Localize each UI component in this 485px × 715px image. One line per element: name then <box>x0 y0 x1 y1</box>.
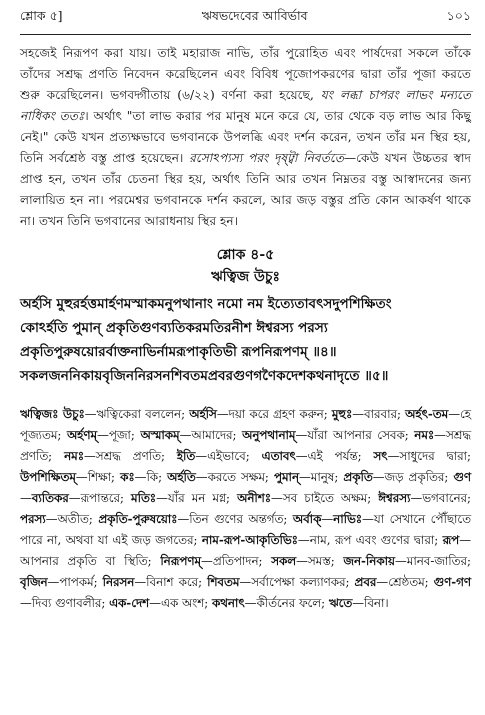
synonym-word: নমঃ <box>64 449 84 463</box>
synonym-word: এক-দেশ <box>109 596 150 610</box>
verse-line: অর্হসি মুহুরর্হত্তমার্হণমস্মাকমনুপথানাং নমো নম ইত্যেতাবৎসদুপশিক্ষিতং <box>20 296 392 312</box>
synonym-word: প্রকৃতি <box>343 470 373 484</box>
synonym-meaning: —দয়া করে গ্রহণ করুন <box>216 407 324 421</box>
synonym-meaning: —হে পূজ্যতম <box>20 407 471 442</box>
synonym-meaning: —প্রতিপাদন <box>201 554 259 568</box>
synonym-meaning: —আমাদের <box>179 428 233 442</box>
synonym-word: কঃ <box>120 470 135 484</box>
synonym-word: ব্যতিকর <box>31 491 69 505</box>
gita-quote: যং লব্ধা চাপরং লাভং মন্যতে নাধিকং ততঃ <box>20 88 471 123</box>
synonym-word: অনীশঃ <box>237 491 272 505</box>
synonym-meaning: — <box>321 512 334 526</box>
synonym-word: ইতি <box>176 449 196 463</box>
synonym-word: অর্হসি <box>189 407 217 421</box>
synonym-meaning: —যাঁরা আপনার সেবক <box>295 428 405 442</box>
synonym-meaning: —তিন গুণের অন্তর্গত <box>177 512 284 526</box>
synonym-meaning: —কি <box>134 470 159 484</box>
synonym-meaning: —বিনাশ করে <box>134 575 199 589</box>
synonym-meaning: —নাম, রূপ এবং গুণের দ্বারা <box>297 533 435 547</box>
synonym-meaning: —বারবার <box>352 407 397 421</box>
synonym-word: নাভিঃ <box>333 512 363 526</box>
synonym-meaning: —কীর্তনের ফলে <box>244 596 322 610</box>
synonym-meaning: — <box>20 491 32 505</box>
synonym-meaning: —ভগবানের <box>410 491 468 505</box>
synonym-meaning: —পূজা <box>97 428 131 442</box>
synonym-meaning: —সমস্ত <box>296 554 331 568</box>
header-rule <box>20 34 471 35</box>
synonym-meaning: —জড় প্রকৃতির <box>372 470 445 484</box>
synonym-meaning: —বিনা <box>352 596 385 610</box>
synonym-meaning: —মানব-জাতির <box>394 554 468 568</box>
synonym-meaning: —রূপান্তরে <box>68 491 120 505</box>
synonym-word: সকল <box>271 554 297 568</box>
synonym-meaning: —এই পর্যন্ত <box>295 449 358 463</box>
synonym-meaning: —দিব্য গুণাবলীর <box>20 596 102 610</box>
synonym-meaning: —করতে সক্ষম <box>195 470 265 484</box>
synonym-word: নমঃ <box>414 428 435 442</box>
synonym-word: ঋতে <box>328 596 353 610</box>
synonym-word: নিরূপণম্ <box>160 554 202 568</box>
running-header <box>20 8 471 30</box>
synonym-word: অস্মাকম্ <box>140 428 180 442</box>
verse-line: প্রকৃতিপুরুষয়োরর্বাক্তনাভির্নামরূপাকৃতিভী রূপনিরূপণম্ ॥৪॥ <box>20 344 337 360</box>
word-for-word-synonyms: ঋত্বিজঃ উচুঃ—ঋত্বিকেরা বললেন; অর্হসি—দয়া করে গ্রহণ করুন; মুহুঃ—বারবার; অর্হৎ-তম—হে পূজ্যতম; অর্হণম্—পূজা; অস্মাকম্—আমাদের; অনুপথানাম্—যাঁরা আপনার সেবক; নমঃ—সশ্রদ্ধ প্রণতি; নমঃ—সশ্রদ্ধ প্রণতি; ইতি—এইভাবে; এতাবৎ—এই পর্যন্ত; সৎ—সাধুদের দ্বারা; উপশিক্ষিতম্—শিক্ষা; কঃ—কি; অর্হতি—করতে সক্ষম; পুমান্—মানুষ; প্রকৃতি—জড় প্রকৃতির; গুণ—ব্যতিকর—রূপান্তরে; মতিঃ—যাঁর মন মগ্ন; অনীশঃ—সব চাইতে অক্ষম; ঈশ্বরস্য—ভগবানের; পরস্য—অতীত; প্রকৃতি-পুরুষয়োঃ—তিন গুণের অন্তর্গত; অর্বাক্—নাভিঃ—যা সেখানে পৌঁছাতে পারে না, অথবা যা এই জড় জগতের; নাম-রূপ-আকৃতিভিঃ—নাম, রূপ এবং গুণের দ্বারা; রূপ—আপনার প্রকৃতি বা স্থিতি; নিরূপণম্—প্রতিপাদন; সকল—সমস্ত; জন-নিকায়—মানব-জাতির; বৃজিন—পাপকর্ম; নিরসন—বিনাশ করে; শিবতম—সর্বাপেক্ষা কল্যাণকর; প্রবর—শ্রেষ্ঠতম; গুণ-গণ—দিব্য গুণাবলীর; এক-দেশ—এক অংশ; কথনাৎ—কীর্তনের ফলে; ঋতে—বিনা। <box>20 407 472 610</box>
synonym-word: মুহুঃ <box>331 407 353 421</box>
verse-number: শ্লোক ৪-৫ <box>216 247 275 263</box>
gita-quote-2: রসোঽপ্যস্য পরং দৃষ্ট্বা নিবর্ততে <box>189 151 344 165</box>
synonym-meaning: —যা সেখানে পৌঁছাতে পারে না, অথবা যা এই জড় জগতের <box>20 512 472 547</box>
header-verse-ref: শ্লোক ৫] <box>20 8 63 23</box>
synonym-word: মতিঃ <box>131 491 157 505</box>
synonym-word: অর্বাক্ <box>292 512 322 526</box>
synonym-meaning: —আপনার প্রকৃতি বা স্থিতি <box>20 533 471 568</box>
synonym-word: অর্হতি <box>167 470 196 484</box>
synonym-meaning: —অতীত <box>45 512 89 526</box>
synonym-meaning: —সর্বাপেক্ষা কল্যাণকর <box>239 575 346 589</box>
synonym-word: সৎ <box>373 449 388 463</box>
synonym-meaning: —সব চাইতে অক্ষম <box>271 491 368 505</box>
synonym-meaning: —মানুষ <box>299 470 335 484</box>
sanskrit-verse <box>20 292 471 388</box>
synonym-word: জন-নিকায় <box>343 554 395 568</box>
verse-speaker: ঋত্বিজ উচুঃ <box>211 269 280 285</box>
purport-text-3: —কেউ যখন উচ্চতর স্বাদ প্রাপ্ত হন, তখন তাঁর চেতনা স্থির হয়, অর্থাৎ তিনি আর তখন নিম্নতর বস্তু আস্বাদনের জন্য লালায়িত হন না। পরমেশ্বর ভগবানকে দর্শন করলে, আর জড় বস্তুর প্রতি কোন আকর্ষণ থাকে না। তখন তিনি ভগবানের আরাধনায় স্থির হন। <box>20 151 471 228</box>
synonym-word: নিরসন <box>102 575 135 589</box>
verse-line: কোঽর্হতি পুমান্ প্রকৃতিগুণব্যতিকরমতিরনীশ ঈশ্বরস্য পরস্য <box>20 320 328 336</box>
synonym-meaning: —এক অংশ <box>149 596 205 610</box>
synonym-meaning: —সশ্রদ্ধ প্রণতি <box>20 428 471 463</box>
synonym-meaning: —শিক্ষা <box>75 470 112 484</box>
synonym-word: শিবতম <box>207 575 240 589</box>
synonym-word: গুণ-গণ <box>433 575 472 589</box>
synonym-word: অনুপথানাম্ <box>242 428 296 442</box>
synonym-word: উপশিক্ষিতম্ <box>20 470 76 484</box>
synonym-meaning: —ঋত্বিকেরা বললেন <box>84 407 182 421</box>
synonym-word: কথনাৎ <box>211 596 245 610</box>
synonym-word: গুণ <box>453 470 471 484</box>
synonym-word: ঈশ্বরস্য <box>378 491 411 505</box>
synonym-word: প্রবর <box>354 575 377 589</box>
synonym-word: অর্হৎ-তম <box>405 407 449 421</box>
synonym-meaning: —এইভাবে <box>195 449 246 463</box>
synonym-word: অর্হণম্ <box>66 428 98 442</box>
verse-line: সকলজননিকায়বৃজিননিরসনশিবতমপ্রবরগুণগণৈকদেশকথনাদৃতে ॥৫॥ <box>20 368 389 384</box>
header-page-number: ১০১ <box>446 8 471 23</box>
synonym-meaning: —সশ্রদ্ধ প্রণতি <box>84 449 161 463</box>
synonym-meaning: —পাপকর্ম <box>47 575 94 589</box>
purport-text-1: সহজেই নিরূপণ করা যায়। তাই মহারাজ নাভি, তাঁর পুরোহিত এবং পার্ষদেরা সকলে তাঁকে তাঁদের সশ্রদ্ধ প্রণতি নিবেদন করেছিলেন এবং বিবিধ পূজোপকরণের দ্বারা তাঁর পূজা করতে শুরু করেছিলেন। ভগবদ্গীতায় (৬/২২) বর্ণনা করা হয়েছে, <box>20 46 471 102</box>
synonym-word: এতাবৎ <box>261 449 296 463</box>
synonym-word: পরস্য <box>20 512 46 526</box>
synonym-meaning: —সাধুদের দ্বারা <box>387 449 467 463</box>
purport-text-2: । অর্থাৎ "তা লাভ করার পর মানুষ মনে করে যে, তার থেকে বড় লাভ আর কিছু নেই।" কেউ যখন প্রত্যক্ষভাবে ভগবানকে উপলব্ধি এবং দর্শন করেন, তখন তাঁর মন স্থির হয়, তিনি সর্বশ্রেষ্ঠ বস্তু প্রাপ্ত হয়েছেন। <box>20 109 472 165</box>
synonym-word: পুমান্ <box>273 470 299 484</box>
synonym-word: বৃজিন <box>20 575 48 589</box>
synonym-word: নাম-রূপ-আকৃতিভিঃ <box>201 533 298 547</box>
synonym-word: ঋত্বিজঃ উচুঃ <box>20 407 85 421</box>
synonym-meaning: —শ্রেষ্ঠতম <box>376 575 425 589</box>
synonym-word: প্রকৃতি-পুরুষয়োঃ <box>98 512 178 526</box>
synonym-word: রূপ <box>442 533 460 547</box>
synonym-meaning: —যাঁর মন মগ্ন <box>156 491 227 505</box>
purport-paragraph <box>20 43 471 232</box>
header-chapter-title: ঋষভদেবের আবির্ভাব <box>201 8 308 23</box>
